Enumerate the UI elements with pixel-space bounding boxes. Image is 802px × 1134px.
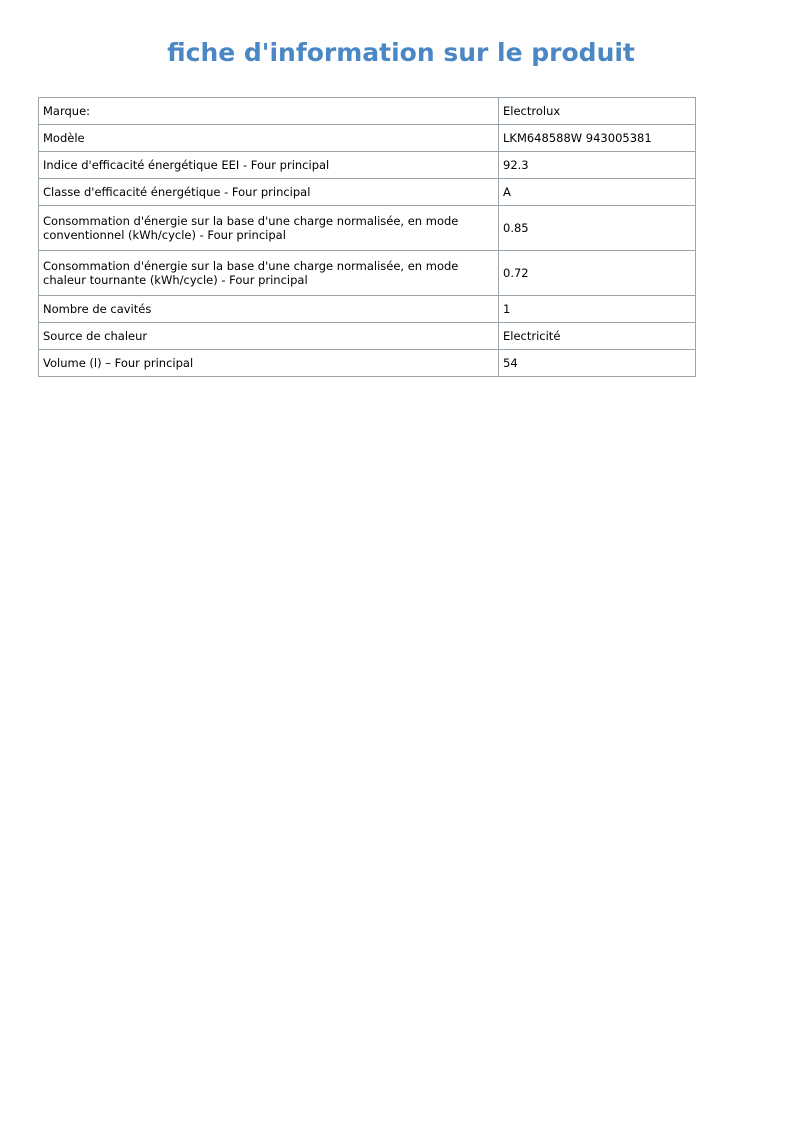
spec-value: 0.85 — [499, 206, 696, 251]
spec-value: 54 — [499, 350, 696, 377]
spec-label: Indice d'efficacité énergétique EEI - Four principal — [39, 152, 499, 179]
spec-label: Source de chaleur — [39, 323, 499, 350]
spec-value: Electricité — [499, 323, 696, 350]
table-row — [39, 98, 696, 125]
spec-value: A — [499, 179, 696, 206]
table-row — [39, 125, 696, 152]
table-row — [39, 251, 696, 296]
page-title: fiche d'information sur le produit — [167, 38, 635, 67]
table-row — [39, 323, 696, 350]
spec-label: Classe d'efficacité énergétique - Four principal — [39, 179, 499, 206]
table-row — [39, 152, 696, 179]
table-row — [39, 296, 696, 323]
spec-label: Modèle — [39, 125, 499, 152]
spec-value: 92.3 — [499, 152, 696, 179]
spec-label: Volume (l) – Four principal — [39, 350, 499, 377]
spec-value: 0.72 — [499, 251, 696, 296]
spec-label: Marque: — [39, 98, 499, 125]
spec-value: LKM648588W 943005381 — [499, 125, 696, 152]
spec-label: Consommation d'énergie sur la base d'une charge normalisée, en mode conventionnel (kWh/cycle) - Four principal — [39, 206, 499, 251]
table-row — [39, 179, 696, 206]
product-specification-table — [38, 97, 696, 377]
table-row — [39, 350, 696, 377]
table-row — [39, 206, 696, 251]
spec-label: Nombre de cavités — [39, 296, 499, 323]
spec-value: Electrolux — [499, 98, 696, 125]
spec-value: 1 — [499, 296, 696, 323]
spec-label: Consommation d'énergie sur la base d'une charge normalisée, en mode chaleur tournante (kWh/cycle) - Four principal — [39, 251, 499, 296]
